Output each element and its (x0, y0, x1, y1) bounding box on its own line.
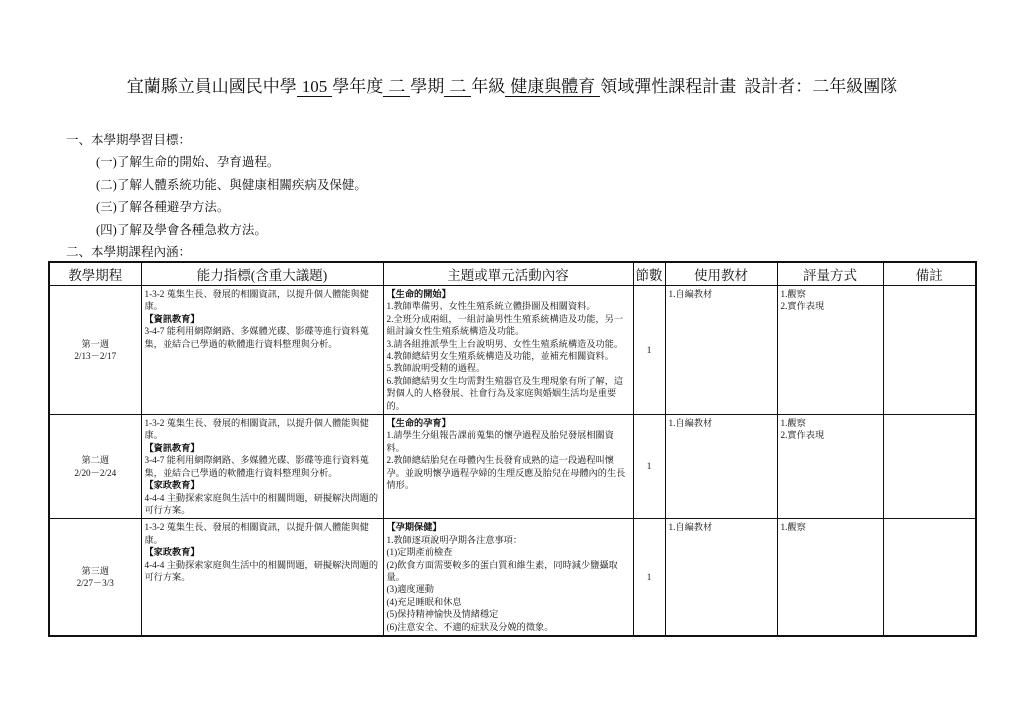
notes-cell (883, 286, 976, 415)
table-row (49, 286, 976, 415)
plan-label: 領域彈性課程計畫 (600, 77, 737, 96)
activity-item: 4.教師總結男女生殖系統構造及功能，並補充相關資料。 (386, 351, 614, 362)
activity-item: 6.教師總結男女生均需對生殖器官及生理現象有所了解，這對個人的人格發展、社會行為及家庭與婚姻生活均是重要的。 (386, 375, 624, 411)
grade: 二 (444, 77, 471, 97)
subject-domain: 健康與體育 (505, 77, 600, 97)
assessment-cell (777, 286, 883, 415)
date-range: 2/27－3/3 (76, 578, 114, 589)
goal-item: (二)了解人體系統功能、與健康相關疾病及保健。 (96, 177, 367, 192)
period-cell (49, 286, 141, 415)
indicator: 3-4-7 能利用網際網路、多媒體光碟、影碟等進行資料蒐集，並結合已學過的軟體進行資料整理與分析。 (144, 455, 369, 478)
indicators-cell (141, 519, 383, 636)
header-indicators: 能力指標(含重大議題) (141, 262, 383, 286)
activity-item: 5.教師說明受精的過程。 (386, 363, 486, 374)
issue-label: 【家政教育】 (144, 480, 200, 491)
activity-item: 3.請各組推派學生上台說明男、女性生殖系統構造及功能。 (386, 338, 624, 349)
activity-item: (1)定期產前檢查 (386, 547, 453, 558)
week-label: 第二週 (81, 455, 110, 466)
activity-item: 1.教師逐項說明孕期各注意事項： (386, 534, 523, 545)
learning-goals-section (66, 129, 367, 263)
grade-label: 年級 (471, 77, 506, 96)
materials-cell (665, 519, 777, 636)
assessment-item: 2.實作表現 (780, 430, 825, 441)
indicators-cell (141, 415, 383, 519)
activity-item: 2.全班分成兩組，一組討論男性生殖系統構造及功能，另一組討論女性生殖系統構造及功能。 (386, 313, 624, 337)
indicator: 1-3-2 蒐集生長、發展的相關資訊，以提升個人體能與健康。 (144, 418, 369, 441)
indicator: 1-3-2 蒐集生長、發展的相關資訊，以提升個人體能與健康。 (144, 289, 369, 312)
goal-item: (四)了解及學會各種急救方法。 (96, 222, 267, 237)
table-row (49, 519, 976, 636)
header-assessment: 評量方式 (777, 262, 883, 286)
activity-item: (6)注意安全、不適的症狀及分娩的徵象。 (386, 621, 554, 632)
goal-item: (一)了解生命的開始、孕育過程。 (96, 155, 280, 170)
activity-item: 1.教師準備男、女性生殖系統立體掛圖及相關資料。 (386, 301, 596, 312)
curriculum-table (48, 261, 977, 637)
material-item: 1.自編教材 (668, 418, 713, 429)
table-row (49, 415, 976, 519)
unit-title: 【生命的開始】 (386, 289, 451, 299)
assessment-item: 1.觀察 (780, 522, 806, 533)
sessions-cell: 1 (633, 415, 665, 519)
issue-label: 【資訊教育】 (144, 442, 200, 453)
designer-name: 二年級團隊 (812, 77, 898, 96)
assessment-item: 1.觀察 (780, 418, 806, 429)
header-activities: 主題或單元活動內容 (383, 262, 633, 286)
notes-cell (883, 519, 976, 636)
date-range: 2/20－2/24 (74, 467, 117, 478)
assessment-cell (777, 415, 883, 519)
issue-label: 【家政教育】 (144, 547, 200, 558)
indicator: 4-4-4 主動探索家庭與生活中的相關問題，研擬解決問題的可行方案。 (144, 492, 379, 515)
indicators-cell (141, 286, 383, 415)
activity-item: (3)適度運動 (386, 584, 434, 595)
header-period: 教學期程 (49, 262, 141, 286)
curriculum-heading: 二、本學期課程內涵： (66, 245, 192, 260)
school-name: 宜蘭縣立員山國民中學 (126, 77, 297, 96)
activity-item: 1.請學生分組報告課前蒐集的懷孕過程及胎兒發展相關資料。 (386, 430, 614, 453)
indicator: 1-3-2 蒐集生長、發展的相關資訊，以提升個人體能與健康。 (144, 522, 369, 545)
activities-cell (383, 286, 633, 415)
material-item: 1.自編教材 (668, 289, 713, 299)
unit-title: 【生命的孕育】 (386, 418, 451, 429)
sessions-cell: 1 (633, 286, 665, 415)
week-label: 第一週 (81, 338, 110, 349)
activities-cell (383, 415, 633, 519)
period-cell (49, 519, 141, 636)
sessions-cell: 1 (633, 519, 665, 636)
goal-item: (三)了解各種避孕方法。 (96, 200, 230, 215)
assessment-item: 2.實作表現 (780, 301, 825, 312)
indicator: 3-4-7 能利用網際網路、多媒體光碟、影碟等進行資料蒐集，並結合已學過的軟體進行資料整理與分析。 (144, 326, 369, 349)
materials-cell (665, 286, 777, 415)
period-cell (49, 415, 141, 519)
activities-cell (383, 519, 633, 636)
issue-label: 【資訊教育】 (144, 313, 200, 324)
materials-cell (665, 415, 777, 519)
semester-label: 學期 (410, 77, 445, 96)
semester: 二 (383, 77, 410, 97)
header-materials: 使用教材 (665, 262, 777, 286)
date-range: 2/13－2/17 (74, 351, 117, 362)
header-notes: 備註 (883, 262, 976, 286)
designer-label: 設計者： (744, 77, 813, 96)
week-label: 第三週 (81, 565, 110, 576)
activity-item: (2)飲食方面需要較多的蛋白質和維生素，同時減少鹽攝取量。 (386, 559, 618, 582)
activity-item: (5)保持精神愉快及情緒穩定 (386, 609, 499, 620)
indicator: 4-4-4 主動探索家庭與生活中的相關問題，研擬解決問題的可行方案。 (144, 559, 379, 582)
school-year: 105 (297, 77, 333, 97)
assessment-cell (777, 519, 883, 636)
notes-cell (883, 415, 976, 519)
activity-item: (4)充足睡眠和休息 (386, 596, 462, 607)
goals-heading: 一、本學期學習目標： (66, 133, 192, 147)
material-item: 1.自編教材 (668, 522, 713, 533)
table-header-row (49, 262, 976, 286)
header-sessions: 節數 (633, 262, 665, 286)
activity-item: 2.教師總結胎兒在母體內生長發育成熟的這一段過程叫懷孕。並說明懷孕過程孕婦的生理反應及胎兒在母體內的生長情形。 (386, 455, 626, 491)
assessment-item: 1.觀察 (780, 289, 806, 299)
unit-title: 【孕期保健】 (386, 522, 442, 533)
school-year-label: 學年度 (332, 77, 384, 96)
document-title (0, 76, 1024, 98)
